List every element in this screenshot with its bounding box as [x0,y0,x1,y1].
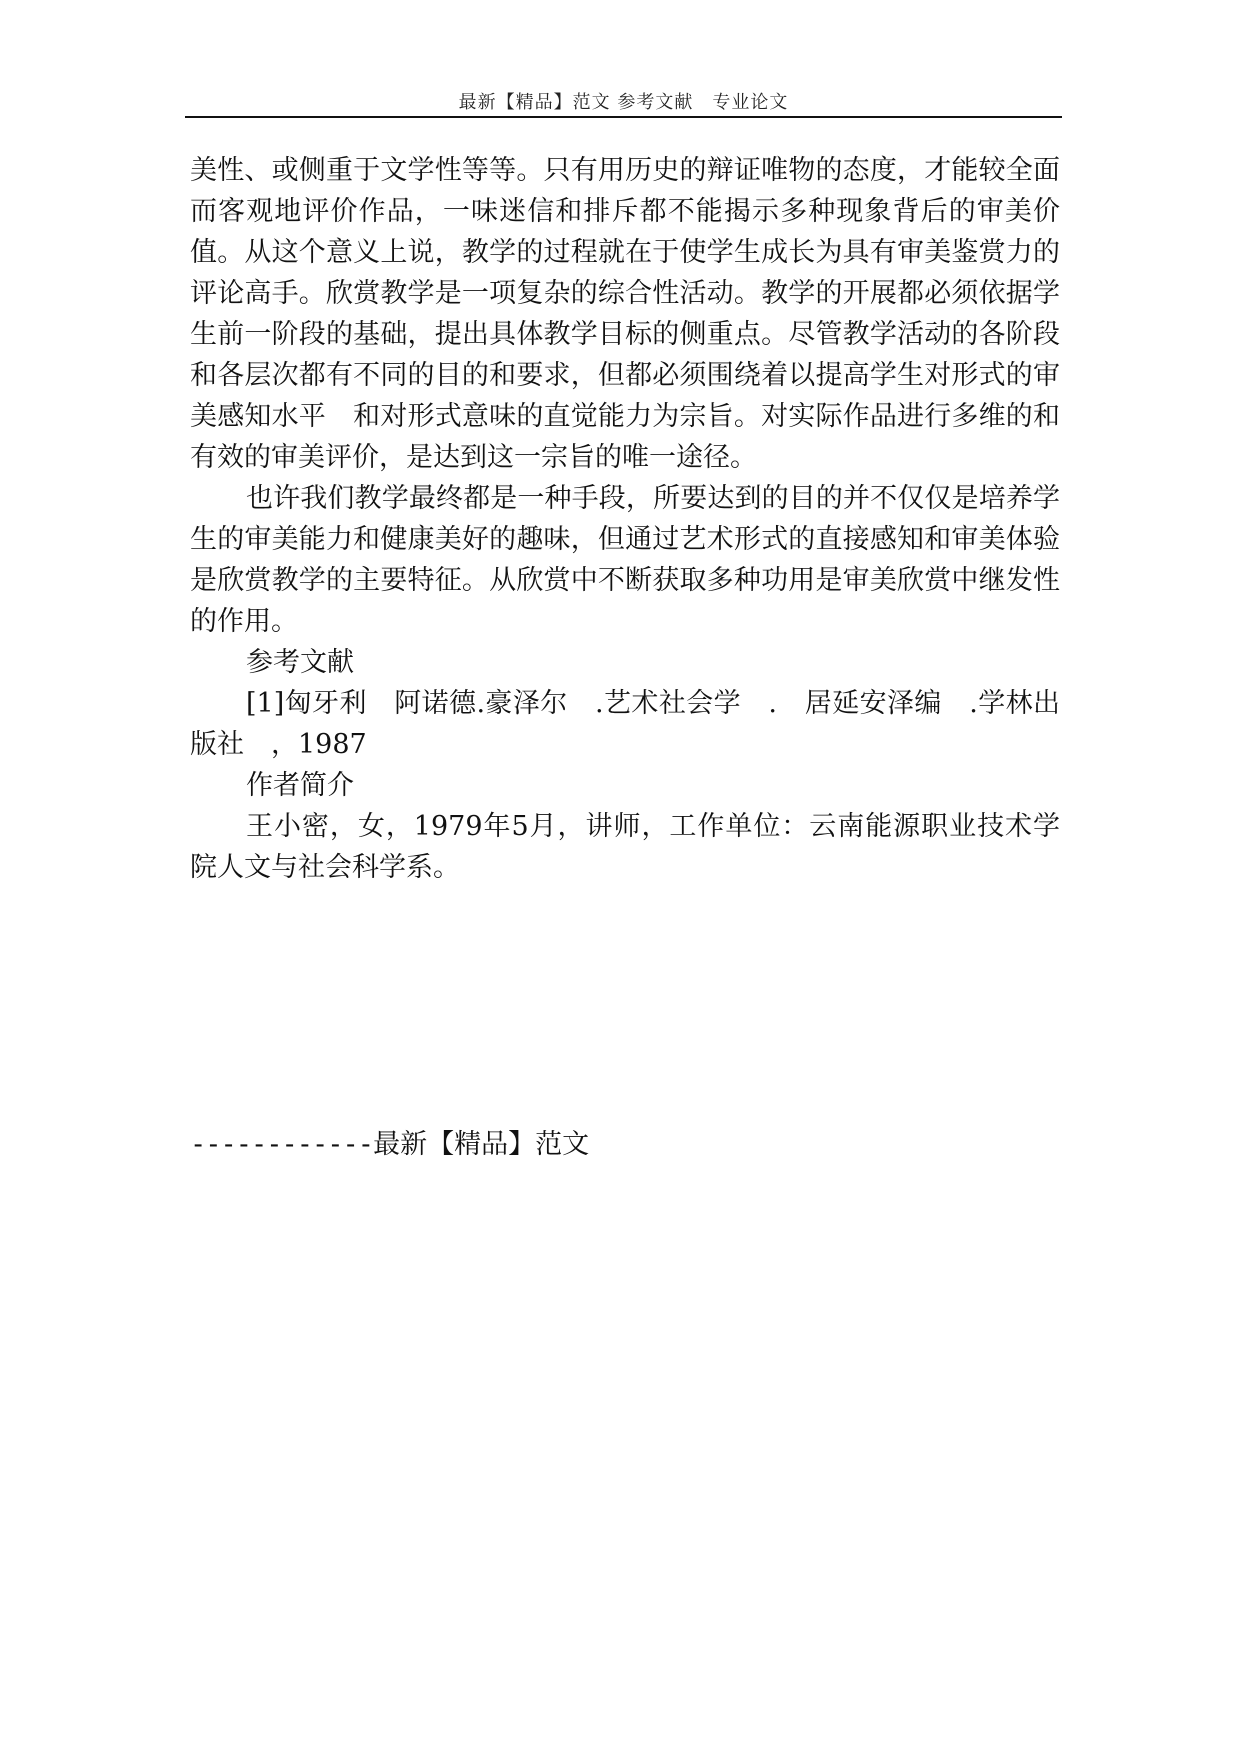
references-heading: 参考文献 [246,647,354,678]
header-rule [185,116,1062,118]
page-footer [190,1122,589,1161]
paragraph: 也许我们教学最终都是一种手段，所要达到的目的并不仅仅是培养学生的审美能力和健康美好的趣味，但通过艺术形式的直接感知和审美体验是欣赏教学的主要特征。从欣赏中不断获取多种功用是审美欣赏中继发性的作用。 [190,483,1060,637]
reference-item: [1]匈牙利 阿诺德.豪泽尔 .艺术社会学 . 居延安泽编 .学林出版社 ，1987 [190,688,1060,760]
footer-dashes: ------------ [190,1129,374,1160]
paragraph-continued: 美性、或侧重于文学性等等。只有用历史的辩证唯物的态度，才能较全面而客观地评价作品，一味迷信和排斥都不能揭示多种现象背后的审美价值。从这个意义上说，教学的过程就在于使学生成长为具有审美鉴赏力的评论高手。欣赏教学是一项复杂的综合性活动。教学的开展都必须依据学生前一阶段的基础，提出具体教学目标的侧重点。尽管教学活动的各阶段和各层次都有不同的目的和要求，但都必须围绕着以提高学生对形式的审美感知水平 和对形式意味的直觉能力为宗旨。对实际作品进行多维的和有效的审美评价，是达到这一宗旨的唯一途径。 [190,155,1060,473]
author-heading: 作者简介 [246,770,354,801]
page-header: 最新【精品】范文 参考文献 专业论文 [458,92,789,113]
footer-text: 最新【精品】范文 [373,1129,590,1160]
body-text [190,150,1060,888]
author-info: 王小密，女，1979年5月，讲师，工作单位：云南能源职业技术学院人文与社会科学系。 [190,811,1060,883]
